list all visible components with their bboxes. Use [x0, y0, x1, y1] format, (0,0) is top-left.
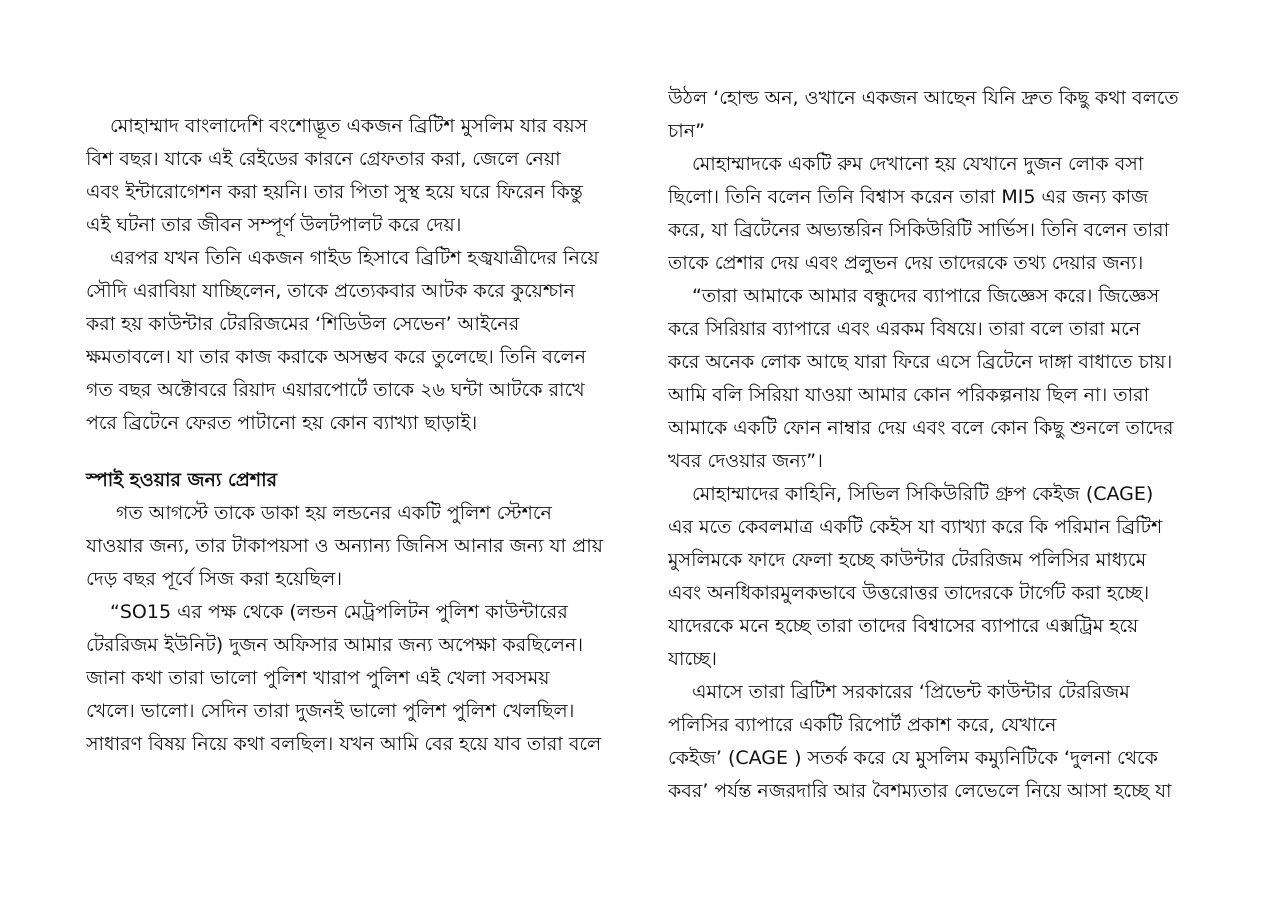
text-line: মুসলিমকে ফাদে ফেলা হচ্ছে কাউন্টার টেররিজম পলিসির মাধ্যমে: [668, 549, 1147, 571]
text-line: পরে ব্রিটেনে ফেরত পাটানো হয় কোন ব্যাখ্যা ছাড়াই।: [86, 412, 478, 434]
text-line: ছিলো। তিনি বলেন তিনি বিশ্বাস করেন তারা MI5 এর জন্য কাজ: [668, 186, 1149, 208]
text-line: দেড় বছর পূর্বে সিজ করা হয়েছিল।: [86, 568, 343, 590]
right-paragraph-1: [668, 82, 1198, 148]
right-paragraph-2: [668, 148, 1198, 280]
text-line: মোহাম্মাদ বাংলাদেশি বংশোদ্ভূত একজন ব্রিটিশ মুসলিম যার বয়স: [110, 115, 588, 137]
text-line: পলিসির ব্যাপারে একটি রিপোর্ট প্রকাশ করে, যেখানে: [668, 714, 1057, 736]
text-line: “SO15 এর পক্ষ থেকে (লন্ডন মেট্রপলিটন পুলিশ কাউন্টারের: [110, 601, 568, 623]
left-paragraph-2: [86, 242, 616, 440]
text-line: আমাকে একটি ফোন নাম্বার দেয় এবং বলে কোন কিছু শুনলে তাদের: [668, 417, 1174, 439]
text-line: এবং ইন্টারোগেশন করা হয়নি। তার পিতা সুস্থ হয়ে ঘরে ফিরেন কিন্তু: [86, 181, 583, 203]
text-line: ক্ষমতাবলে। যা তার কাজ করাকে অসম্ভব করে তুলেছে। তিনি বলেন: [86, 346, 587, 368]
text-line: এমাসে তারা ব্রিটিশ সরকারের ‘প্রিভেন্ট কাউন্টার টেররিজম: [692, 681, 1130, 703]
text-line: এবং অনধিকারমুলকভাবে উত্তরোত্তর তাদেরকে টার্গেট করা হচ্ছে।: [668, 582, 1150, 604]
left-paragraph-1: [86, 110, 616, 242]
text-line: খেলে। ভালো। সেদিন তারা দুজনই ভালো পুলিশ পুলিশ খেলছিল।: [86, 700, 575, 722]
text-line: করে সিরিয়ার ব্যাপারে এবং এরকম বিষয়ে। তারা বলে তারা মনে: [668, 318, 1141, 340]
text-line: চান”: [668, 120, 705, 142]
text-line: এরপর যখন তিনি একজন গাইড হিসাবে ব্রিটিশ হজ্বযাত্রীদের নিয়ে: [110, 247, 599, 269]
right-paragraph-3: [668, 280, 1198, 478]
text-line: সৌদি এরাবিয়া যাচ্ছিলেন, তাকে প্রত্যেকবার আটক করে কুয়েশ্চান: [86, 280, 575, 302]
right-paragraph-5: [668, 676, 1198, 808]
text-line: জানা কথা তারা ভালো পুলিশ খারাপ পুলিশ এই খেলা সবসময়: [86, 667, 550, 689]
text-line: মোহাম্মাদের কাহিনি, সিভিল সিকিউরিটি গ্রুপ কেইজ (CAGE): [692, 483, 1154, 505]
left-column: [86, 110, 616, 761]
text-line: তাকে প্রেশার দেয় এবং প্রলুভন দেয় তাদেরকে তথ্য দেয়ার জন্য।: [668, 252, 1144, 274]
text-line: করা হয় কাউন্টার টেররিজমের ‘শিডিউল সেভেন’ আইনের: [86, 313, 520, 335]
text-line: এই ঘটনা তার জীবন সম্পূর্ণ উলটপালট করে দেয়।: [86, 214, 462, 236]
text-line: যাচ্ছে।: [668, 648, 717, 670]
right-paragraph-4: [668, 478, 1198, 676]
text-line: “তারা আমাকে আমার বন্ধুদের ব্যাপারে জিজ্ঞেস করে। জিজ্ঞেস: [692, 285, 1160, 307]
text-line: যাদেরকে মনে হচ্ছে তারা তাদের বিশ্বাসের ব্যাপারে এক্সট্রিম হয়ে: [668, 615, 1139, 637]
left-paragraph-3: [86, 497, 616, 596]
text-line: উঠল ‘হোল্ড অন, ওখানে একজন আছেন যিনি দ্রুত কিছু কথা বলতে: [668, 87, 1179, 109]
text-line: খবর দেওয়ার জন্য”।: [668, 450, 823, 472]
text-line: টেররিজম ইউনিট) দুজন অফিসার আমার জন্য অপেক্ষা করছিলেন।: [86, 634, 584, 656]
right-column: [668, 82, 1198, 808]
text-line: গত আগস্টে তাকে ডাকা হয় লন্ডনের একটি পুলিশ স্টেশনে: [116, 502, 552, 524]
text-line: আমি বলি সিরিয়া যাওয়া আমার কোন পরিকল্পনায় ছিল না। তারা: [668, 384, 1150, 406]
text-line: গত বছর অক্টোবরে রিয়াদ এয়ারপোর্টে তাকে ২৬ ঘন্টা আটকে রাখে: [86, 379, 585, 401]
text-line: মোহাম্মাদকে একটি রুম দেখানো হয় যেখানে দুজন লোক বসা: [692, 153, 1144, 175]
text-line: কেইজ’ (CAGE ) সতর্ক করে যে মুসলিম কম্যুনিটিকে ‘দুলনা থেকে: [668, 747, 1158, 769]
text-line: করে, যা ব্রিটেনের অভ্যন্তরিন সিকিউরিটি সার্ভিস। তিনি বলেন তারা: [668, 219, 1170, 241]
text-line: সাধারণ বিষয় নিয়ে কথা বলছিল। যখন আমি বের হয়ে যাব তারা বলে: [86, 733, 602, 755]
text-line: যাওয়ার জন্য, তার টাকাপয়সা ও অন্যান্য জিনিস আনার জন্য যা প্রায়: [86, 535, 603, 557]
text-line: কবর’ পর্যন্ত নজরদারি আর বৈশম্যতার লেভেলে নিয়ে আসা হচ্ছে যা: [668, 780, 1172, 802]
text-line: বিশ বছর। যাকে এই রেইডের কারনে গ্রেফতার করা, জেলে নেয়া: [86, 148, 561, 170]
section-heading: স্পাই হওয়ার জন্য প্রেশার: [86, 469, 278, 491]
text-line: এর মতে কেবলমাত্র একটি কেইস যা ব্যাখ্যা করে কি পরিমান ব্রিটিশ: [668, 516, 1163, 538]
text-line: করে অনেক লোক আছে যারা ফিরে এসে ব্রিটেনে দাঙ্গা বাধাতে চায়।: [668, 351, 1173, 373]
left-paragraph-4: [86, 596, 616, 761]
